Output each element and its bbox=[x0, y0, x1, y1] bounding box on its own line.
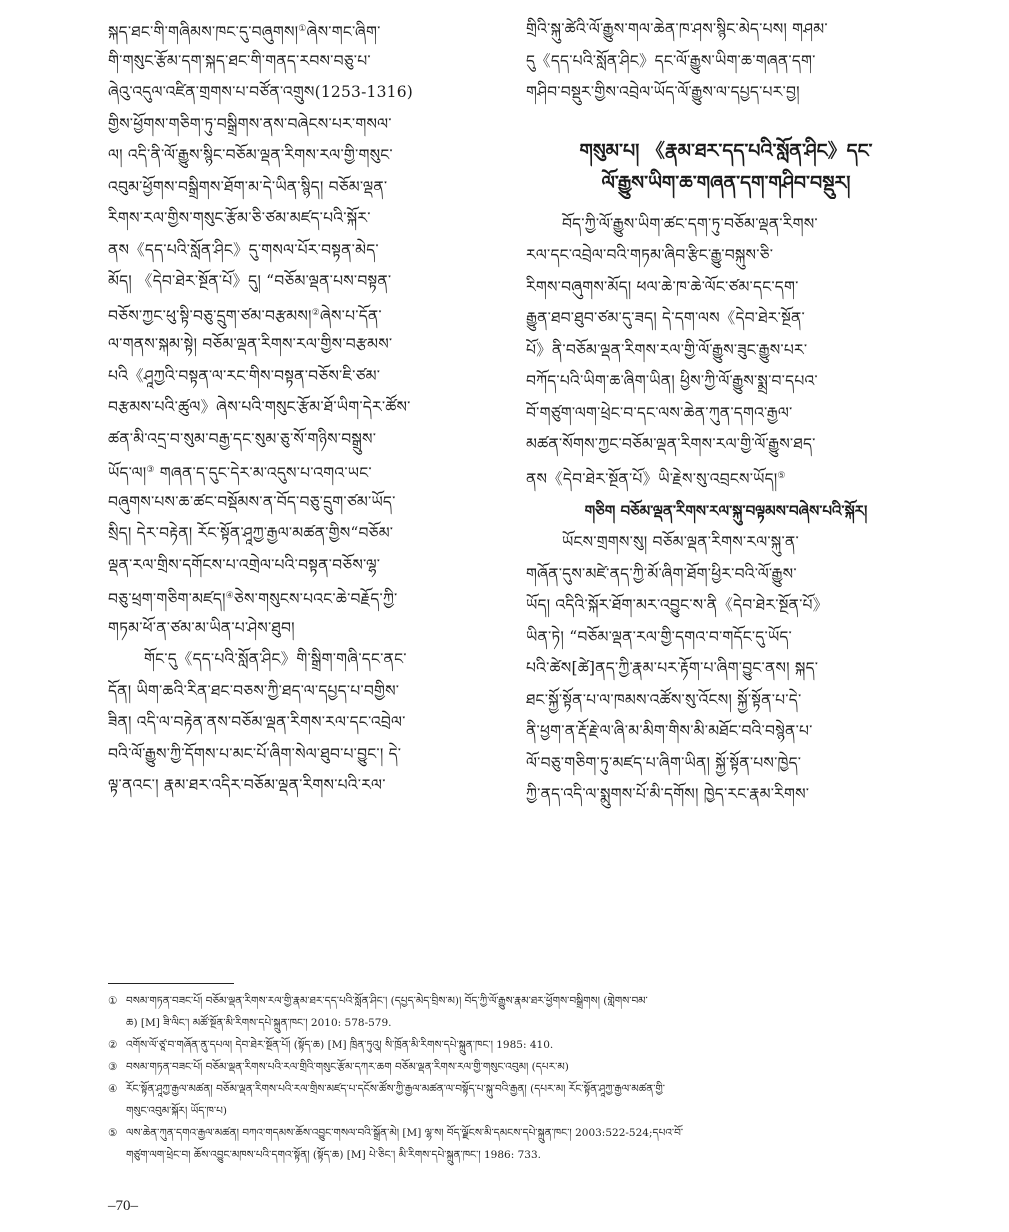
text: གཤིབ་བསྡུར་གྱིས་འབྲེལ་ཡོད་ལོ་རྒྱུས་ལ་དཔྱད་པར་བྱ། bbox=[526, 83, 800, 101]
text: སྐད་ཐང་གི་གཞིམས་ཁང་དུ་བཞུགས། bbox=[108, 23, 299, 42]
right-subsection-line bbox=[526, 748, 926, 780]
right-body-line bbox=[526, 429, 926, 461]
left-column-line bbox=[108, 613, 504, 645]
right-column bbox=[526, 14, 926, 811]
footnote-text: རོང་སྟོན་ཤཱཀྱ་རྒྱལ་མཚན། བཅོམ་ལྡན་རིགས་པའི་རལ་གྲིས་མཛད་པ་དངོས་ཚོས་ཀྱི་རྒྱལ་མཚན་ལ་བསྟོད་པ་སྐུ་བའི་རྒྱན། (དཔར་མ། རོང་སྟོན་ཤཱཀྱ་རྒྱལ་མཚན་གྱི་ bbox=[126, 1083, 666, 1095]
text: ཞེས་གང་ཞིག་ bbox=[306, 23, 381, 42]
left-column-line bbox=[108, 298, 504, 330]
left-column-line bbox=[108, 172, 504, 204]
left-column-line bbox=[108, 676, 504, 708]
footnote-item bbox=[108, 1034, 936, 1056]
right-intro-line bbox=[526, 46, 926, 78]
footnote-text: གཙུག་ལག་ཕྲེང་བ། ཆོས་འབྱུང་མཁས་པའི་དགའ་སྟོན། (སྟོད་ཆ) [M] པེ་ཅིང་། མི་རིགས་དཔེ་སྐྲུན་ཁང་། 1986: 733. bbox=[126, 1149, 541, 1161]
footnote-item bbox=[108, 1078, 936, 1100]
section-title bbox=[526, 135, 926, 199]
footnote-item bbox=[108, 1012, 936, 1034]
right-subsection-line bbox=[526, 685, 926, 717]
left-column-line bbox=[108, 392, 504, 424]
footnote-item bbox=[108, 990, 936, 1012]
text: ནས《དད་པའི་སློན་ཤིང》དུ་གསལ་པོར་བསྟན་མེད་ bbox=[108, 240, 379, 259]
text: ཡོངས་གྲགས་སུ། བཅོམ་ལྡན་རིགས་རལ་སྐུ་ན་ bbox=[562, 533, 799, 551]
text: གཏམ་ཕོ་ན་ཙམ་མ་ཡིན་པ་ཤེས་ཐུབ། bbox=[108, 618, 295, 637]
right-column-intro bbox=[526, 14, 926, 109]
text: གཞན་ད་དུང་དེར་མ་འདུས་པ་འགའ་ཡང་ bbox=[154, 464, 372, 483]
left-column-line bbox=[108, 424, 504, 456]
footnote-item bbox=[108, 1100, 936, 1122]
right-body-line bbox=[526, 303, 926, 335]
footnote-text: འགོས་ལོ་ཙཱ་བ་གཞོན་ནུ་དཔལ། དེབ་ཐེར་སྔོན་པོ། (སྟོད་ཆ) [M] ཁྲིན་ཏུའུ། སི་ཁྲོན་མི་རིགས་དཔེ་སྐྲུན་ཁང་། 1985: 410. bbox=[126, 1039, 554, 1051]
right-body-line bbox=[526, 240, 926, 272]
footnote-number: ② bbox=[108, 1039, 118, 1051]
left-column-line bbox=[108, 707, 504, 739]
footnote-reference[interactable]: ④ bbox=[225, 591, 234, 601]
left-column-line bbox=[108, 109, 504, 141]
sub-heading: གཅིག བཅོམ་ལྡན་རིགས་རལ་སྐུ་བལྟམས་བཞེས་པའི་སྐོར། bbox=[584, 502, 868, 520]
text: བོ་གཙུག་ལག་ཕྲེང་བ་དང་ལས་ཆེན་ཀུན་དགའ་རྒྱལ་ bbox=[526, 403, 793, 422]
text: ལ། འདི་ནི་ལོ་རྒྱུས་སྙིང་བཅོམ་ལྡན་རིགས་རལ་གྱི་གསུང་ bbox=[108, 146, 393, 164]
right-body-line bbox=[526, 366, 926, 398]
right-column-body bbox=[526, 209, 926, 493]
left-column-line bbox=[108, 14, 504, 46]
text: རིགས་བཞུགས་མོད། ཕལ་ཆེ་ཁ་ཆེ་ལོང་ཙམ་དང་དག་ bbox=[526, 277, 799, 296]
text: ལྟ་ནའང་། རྣམ་ཐར་འདིར་བཅོམ་ལྡན་རིགས་པའི་རལ་ bbox=[108, 776, 386, 794]
left-column-line bbox=[108, 550, 504, 582]
text: ཡིན་ཏེ། “བཅོམ་ལྡན་རལ་གྱི་དགའ་བ་གདོང་དུ་ཡོད་ bbox=[526, 627, 793, 646]
left-column-line bbox=[108, 329, 504, 361]
footnote-text: བསམ་གཏན་བཟང་པོ། བཅོམ་ལྡན་རིགས་པའི་རལ་གྲིའི་གསུང་རྩོམ་དཀར་ཆག བཅོམ་ལྡན་རིགས་རལ་གྱི་གསུང་འབུམ། (དཔར་མ) bbox=[126, 1061, 569, 1073]
right-subsection-line bbox=[526, 527, 926, 559]
left-column-line bbox=[108, 266, 504, 298]
text: ཞེས་པ་དོན་ bbox=[319, 306, 382, 325]
left-column-line bbox=[108, 235, 504, 267]
left-column-line bbox=[108, 487, 504, 519]
text: རལ་དང་འབྲེལ་བའི་གཏམ་ཞིབ་རྩིང་རྒྱུ་བསྐུས་ཅི་ bbox=[526, 246, 774, 264]
text: ཀྱི་ནད་འདི་ལ་སྨུགས་པོ་མི་དགོས། ཁྱེད་རང་རྣམ་རིགས་ bbox=[526, 785, 810, 803]
footnote-item bbox=[108, 1056, 936, 1078]
text: གྲིའི་སྐུ་ཚེའི་ལོ་རྒྱུས་གལ་ཆེན་ཁ་ཤས་སྙིང་མེད་པས། གཤམ་ bbox=[526, 20, 828, 38]
text: བཅུ་ཕྲག་གཅིག་མཛད། bbox=[108, 590, 226, 609]
right-subsection-line bbox=[526, 653, 926, 685]
left-column-line bbox=[108, 770, 504, 802]
left-column bbox=[108, 14, 504, 802]
right-column-subsection-body bbox=[526, 527, 926, 811]
text: ཡོད་ལ། bbox=[108, 464, 147, 483]
text: ནི་ཕྱག་ན་རྡོ་རྗེ་ལ་ཞི་མ་མིག་གིས་མི་མཐོང་བའི་བསྙེན་པ་ bbox=[526, 722, 813, 740]
text: པོ》ནི་བཅོམ་ལྡན་རིགས་རལ་གྱི་ལོ་རྒྱུས་ཟུང་རྒྱུས་པར་ bbox=[526, 340, 808, 359]
footnote-number: ③ bbox=[108, 1061, 118, 1073]
left-column-line bbox=[108, 518, 504, 550]
right-body-line bbox=[526, 461, 926, 493]
text: དོན། ཡིག་ཆའི་རིན་ཐང་བཅས་ཀྱི་ཐད་ལ་དཔྱད་པ་བགྱིས་ bbox=[108, 681, 400, 700]
section-title-line-2: ལོ་རྒྱུས་ཡིག་ཆ་གཞན་དག་གཤིབ་བསྡུར། bbox=[601, 171, 851, 194]
left-column-line bbox=[108, 581, 504, 613]
right-subsection-line bbox=[526, 716, 926, 748]
footnote-number: ① bbox=[108, 995, 118, 1007]
page-number: –70– bbox=[108, 1198, 138, 1214]
footnote-text: གསུང་འབུམ་སྐོར། ཡོད་ཁ་པ) bbox=[126, 1105, 227, 1117]
text: བོད་ཀྱི་ལོ་རྒྱུས་ཡིག་ཚང་དག་ཏུ་བཅོམ་ལྡན་རིགས་ bbox=[562, 214, 818, 233]
text: ཟིན། འདི་ལ་བརྟེན་ནས་བཅོམ་ལྡན་རིགས་རལ་དང་འབྲེལ་ bbox=[108, 713, 406, 731]
text: གཞོན་དུས་མཛེ་ནད་ཀྱི་མོ་ཞིག་ཐོག་ཕྱིར་བའི་ལོ་རྒྱུས་ bbox=[526, 564, 797, 583]
text: བཞུགས་པས་ཆ་ཚང་བསྡོམས་ན་བོད་བཅུ་དྲུག་ཙམ་ཡོད་ bbox=[108, 492, 396, 511]
right-subsection-line bbox=[526, 590, 926, 622]
right-intro-line bbox=[526, 77, 926, 109]
footnote-text: ལས་ཆེན་ཀུན་དགའ་རྒྱལ་མཚན། བཀའ་གདམས་ཆོས་འབྱུང་གསལ་བའི་སྒྲོན་མེ། [M] ལྷ་ས། བོད་ལྗོངས་མི་དམངས་དཔེ་སྐྲུན་ཁང་། 2003:522-524;དཔའ་བོ་ bbox=[126, 1127, 684, 1139]
text: བཀོད་པའི་ཡིག་ཆ་ཞིག་ཡིན། ཕྱིས་ཀྱི་ལོ་རྒྱུས་སྨྲ་བ་དཔའ་ bbox=[526, 372, 818, 390]
text: བའི་ལོ་རྒྱུས་ཀྱི་དོགས་པ་མང་པོ་ཞིག་སེལ་ཐུབ་པ་བྱུང་། དེ་ bbox=[108, 744, 402, 763]
left-column-line bbox=[108, 739, 504, 771]
footnote-text: ཆ) [M] ཟི་ལིང་། མཚོ་སྔོན་མི་རིགས་དཔེ་སྐྲུན་ཁང་། 2010: 578-579. bbox=[126, 1017, 392, 1029]
left-column-line bbox=[108, 77, 504, 109]
text: གི་གསུང་རྩོམ་དག་སྐད་ཐང་གི་གནད་རབས་བཅུ་པ་ bbox=[108, 51, 371, 70]
footnotes bbox=[108, 990, 936, 1166]
right-body-line bbox=[526, 272, 926, 304]
text: རྒྱུན་ཐབ་ཐུབ་ཙམ་དུ་ཟད། དེ་དག་ལས《དེབ་ཐེར་སྔོན་ bbox=[526, 309, 805, 327]
right-body-line bbox=[526, 209, 926, 241]
footnote-number: ⑤ bbox=[108, 1127, 118, 1139]
text: བཅོས་ཀྱང་ཕུ་སྟི་བཅུ་དྲུག་ཙམ་བརྩམས། bbox=[108, 306, 312, 325]
left-column-line bbox=[108, 203, 504, 235]
text: པའི《ཤཱཀྱའི་བསྟན་ལ་རང་གིས་བསྟན་བཅོས་ཇི་ཙམ་ bbox=[108, 366, 381, 385]
right-body-line bbox=[526, 398, 926, 430]
text: མཚན་སོགས་ཀྱང་བཅོམ་ལྡན་རིགས་རལ་གྱི་ལོ་རྒྱུས་ཐད་ bbox=[526, 435, 816, 453]
left-column-line bbox=[108, 455, 504, 487]
left-column-line bbox=[108, 361, 504, 393]
footnote-text: བསམ་གཏན་བཟང་པོ། བཅོམ་ལྡན་རིགས་རལ་གྱི་རྣམ་ཐར་དད་པའི་སློན་ཤིང་། (དཔྱད་མེད་བྲིས་མ)། བོད་ཀྱི་ལོ་རྒྱུས་རྣམ་ཐར་ཕྱོགས་བསྒྲིགས། (གླེགས་བམ་ bbox=[126, 995, 648, 1007]
text: ཚན་མི་འདྲ་བ་སུམ་བརྒྱ་དང་སུམ་ཅུ་སོ་གཉིས་བསྒྲུས་ bbox=[108, 429, 377, 448]
text: ལ་གནས་སྐམ་སྟེ། བཅོམ་ལྡན་རིགས་རལ་གྱིས་བརྩམས་ bbox=[108, 335, 393, 353]
footnote-reference[interactable]: ① bbox=[298, 24, 307, 34]
section-title-line-1: གསུམ་པ། 《རྣམ་ཐར་དད་པའི་སློན་ཤིང》དང་ bbox=[579, 139, 873, 162]
text: བརྩམས་པའི་ཚུལ》ཞེས་པའི་གསུང་རྩོམ་ཐོ་ཡིག་དེར་ཚོས་ bbox=[108, 398, 411, 416]
text: ལོ་བཅུ་གཅིག་ཏུ་མཛད་པ་ཞིག་ཡིན། སྐྱོ་སྟོན་པས་ཁྱེད་ bbox=[526, 753, 802, 772]
text: ལྡན་རལ་གྲིས་དགོངས་པ་འགྲེལ་པའི་བསྟན་བཅོས་ལྷ་ bbox=[108, 555, 381, 574]
text: ཡོད། འདིའི་སྐོར་ཐོག་མར་འབྱུང་ས་ནི《དེབ་ཐེར་སྔོན་པོ》 bbox=[526, 596, 829, 614]
text: ཐང་སྐྱོ་སྟོན་པ་ལ་ཁམས་འཚོས་སུ་འོངས། སྐྱོ་སྟོན་པ་དེ་ bbox=[526, 690, 802, 709]
footnote-item bbox=[108, 1122, 936, 1144]
right-subsection-line bbox=[526, 779, 926, 811]
text: ནས《དེབ་ཐེར་སྔོན་པོ》ཡི་རྗེས་སུ་འབྲངས་ཡོད། bbox=[526, 469, 778, 488]
text: གྱིས་ཕྱོགས་གཅིག་ཏུ་བསྒྲིགས་ནས་བཞེངས་པར་གསལ་ bbox=[108, 114, 392, 133]
left-column-line bbox=[108, 140, 504, 172]
right-subsection-line bbox=[526, 622, 926, 654]
text: སྲིད། དེར་བརྟེན། རོང་སྟོན་ཤཱཀྱ་རྒྱལ་མཚན་གྱིས“བཅོམ་ bbox=[108, 524, 394, 542]
footnote-reference[interactable]: ⑤ bbox=[777, 470, 786, 481]
text: དུ《དད་པའི་སློན་ཤིང》དང་ལོ་རྒྱུས་ཡིག་ཆ་གཞན་དག་ bbox=[526, 51, 816, 70]
text: ཅེས་གསུངས་པའང་ཆེ་བརྗོད་ཀྱི་ bbox=[233, 590, 398, 609]
left-column-line bbox=[108, 46, 504, 78]
footnote-divider bbox=[108, 983, 234, 984]
right-intro-line bbox=[526, 14, 926, 46]
right-body-line bbox=[526, 335, 926, 367]
right-subsection-line bbox=[526, 559, 926, 591]
text: མོད། 《དེབ་ཐེར་སྔོན་པོ》དུ། “བཅོམ་ལྡན་པས་བསྟན་ bbox=[108, 272, 392, 290]
text: པའི་ཚེས[ཚེ]ནད་ཀྱི་རྣམ་པར་རྟོག་པ་ཞིག་བྱུང་ནས། སྐད་ bbox=[526, 659, 819, 677]
footnote-number: ④ bbox=[108, 1083, 118, 1095]
text: ཞེའུ་འདུལ་འཛིན་གྲགས་པ་བཙོན་འགྲུས(1253-1316) bbox=[108, 83, 414, 101]
text: རིགས་རལ་གྱིས་གསུང་རྩོམ་ཅི་ཙམ་མཛད་པའི་སྐོར་ bbox=[108, 209, 371, 227]
text: གོང་དུ《དད་པའི་སློན་ཤིང》གི་སྒྲིག་གཞི་དང་ནང་ bbox=[144, 650, 407, 668]
left-column-line bbox=[108, 644, 504, 676]
footnote-reference[interactable]: ② bbox=[311, 307, 320, 318]
text: འབུམ་ཕྱོགས་བསྒྲིགས་ཐོག་མ་དེ་ཡིན་སྙིད། བཅོམ་ལྡན་ bbox=[108, 177, 388, 196]
footnote-item bbox=[108, 1144, 936, 1166]
footnote-reference[interactable]: ③ bbox=[146, 465, 155, 475]
